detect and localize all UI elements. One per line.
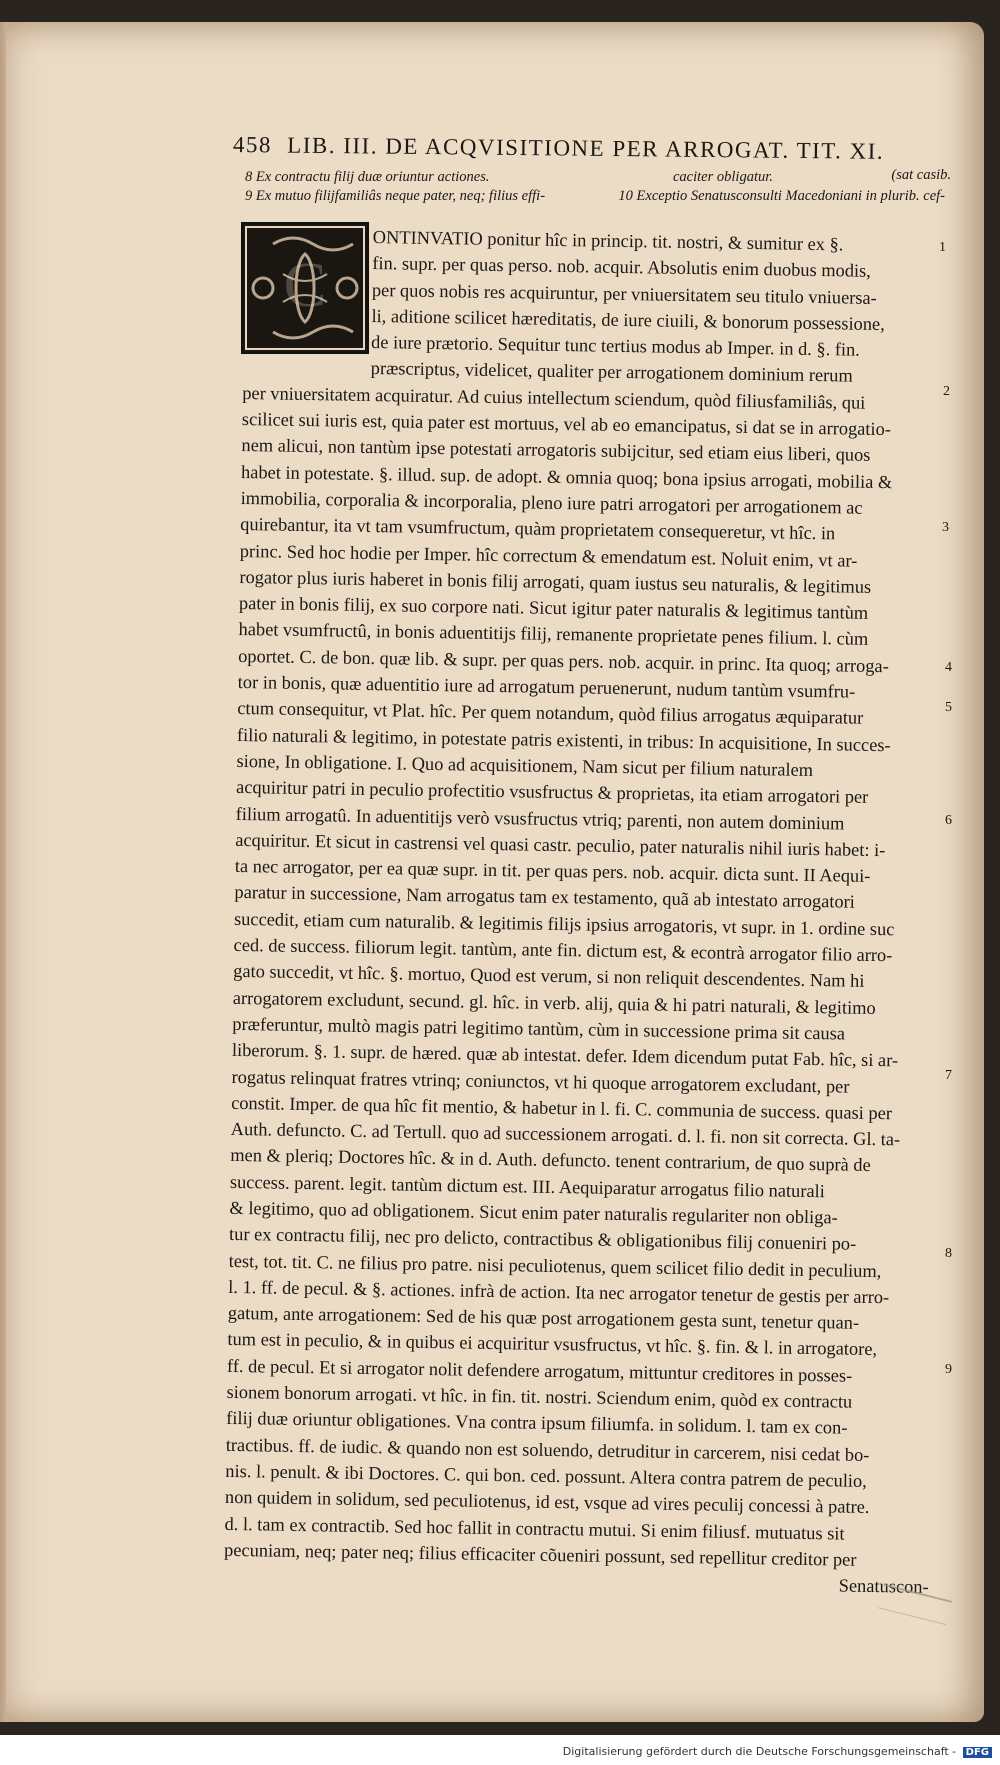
credit-text: Digitalisierung gefördert durch die Deutsche Forschungsgemeinschaft - — [562, 1745, 957, 1758]
text-line: rogator plus iuris haberet in bonis filij arrogati, quam iustus seu naturalis, & legitimus — [239, 566, 872, 597]
text-line: habet in potestate. §. illud. sup. de adopt. & omnia quoq; bona ipsius arrogati, mobilia & — [240, 461, 893, 492]
text-line: rogatus relinquat fratres vtrinq; coniunctos, vt hi quoque arrogatorem excludant, per — [231, 1066, 850, 1097]
text-line: acquiritur. Et sicut in castrensi vel quasi castr. peculio, pater naturalis nihil iuris habet: i- — [235, 829, 886, 860]
text-line: ctum consequitur, vt Plat. hîc. Per quem notandum, quòd filius arrogatus æquiparatur — [237, 698, 864, 729]
text-line: filio naturali & legitimo, in potestate patris existenti, in tribus: In acquisitione, In succes- — [236, 724, 891, 755]
margin-number: 8 — [945, 1246, 952, 1261]
text-line: ced. de success. filiorum legit. tantùm, ante fin. dictum est, & econtrà arrogator filio arro- — [233, 934, 893, 966]
text-line: filium arrogatû. In aduentitijs verò vsusfructus vtriq; parenti, non autem dominium — [235, 803, 845, 834]
margin-number: 4 — [945, 660, 952, 675]
margin-number: 2 — [943, 384, 950, 399]
text-line: tractibus. ff. de iudic. & quando non est soluendo, detruditur in carcerem, nisi cedat bo- — [225, 1434, 870, 1465]
text-line: filij duæ oriuntur obligationes. Vna contra ipsum filiumfa. in solidum. l. tam ex con- — [226, 1408, 848, 1438]
digitization-credit — [563, 1745, 992, 1758]
margin-number: 1 — [939, 240, 946, 255]
text-line: gatum, ante arrogationem: Sed de his quæ post arrogationem gesta sunt, tenetur quan- — [227, 1303, 860, 1333]
text-line: li, aditione scilicet hæreditatis, de iure ciuili, & bonorum possessione, — [371, 305, 885, 334]
text-line: success. parent. legit. tantùm dictum est. III. Aequiparatur arrogatus filio naturali — [229, 1171, 825, 1201]
catchword: Senatuscon- — [838, 1575, 929, 1598]
running-title: LIB. III. DE ACQVISITIONE PER ARROGAT. TIT. XI. — [287, 132, 885, 164]
text-line: de iure prætorio. Sequitur tunc tertius modus ab Imper. in d. §. fin. — [370, 332, 861, 360]
margin-number: 9 — [945, 1362, 952, 1377]
chapter-summary — [245, 167, 951, 206]
summary-row — [245, 187, 945, 206]
summary-left: 9 Ex mutuo filijfamiliâs neque pater, neq; filius effi- — [245, 188, 546, 204]
summary-row — [245, 168, 945, 187]
text-line: constit. Imper. de qua hîc fit mentio, & habetur in l. fi. C. communia de success. quasi per — [231, 1092, 893, 1124]
text-line: ta nec arrogator, per ea quæ supr. in tit. per quas pers. nob. acquir. dicta sunt. II Aequi- — [234, 856, 871, 887]
summary-row — [891, 166, 951, 185]
text-line: & legitimo, quo ad obligationem. Sicut enim pater naturalis regulariter non obliga- — [229, 1197, 838, 1228]
text-line: tum est in peculio, & in quibus ei acquiritur vsusfructus, vt hîc. §. fin. & l. in arrogatore, — [227, 1329, 878, 1360]
svg-text:C: C — [283, 249, 327, 320]
text-line: tor in bonis, quæ aduentitio iure ad arrogatum peruenerunt, nudum tantùm vsumfru- — [237, 671, 856, 702]
text-line: gato succedit, vt hîc. §. mortuo, Quod est verum, si non reliquit descendentes. Nam hi — [233, 961, 865, 992]
text-line: ff. de pecul. Et si arrogator nolit defendere arrogatum, mittuntur creditores in posses- — [226, 1355, 853, 1386]
text-line: habet vsumfructû, in bonis aduentitijs filij, remanente proprietate penes filium. l. cùm — [238, 619, 869, 650]
text-line: succedit, etiam cum naturalib. & legitimis filijs ipsius arrogatoris, vt supr. in 1. ordine suc — [233, 908, 895, 940]
text-line: per vniuersitatem acquiratur. Ad cuius intellectum sciendum, quòd filiusfamiliâs, qui — [242, 382, 866, 413]
text-line: fin. supr. per quas perso. nob. acquir. Absolutis enim duobus modis, — [372, 253, 872, 282]
text-line: præferuntur, multò magis patri legitimo tantùm, cùm in successione prima sit causa — [232, 1013, 846, 1044]
text-line: pater in bonis filij, ex suo corpore nati. Sicut igitur pater naturalis & legitimus tantùm — [238, 593, 869, 623]
page-number: 458 — [232, 132, 273, 158]
text-line: acquiritur patri in peculio profectitio vsusfructus & proprietas, ita etiam arrogatori per — [235, 777, 869, 808]
text-line: l. 1. ff. de pecul. & §. actiones. infrà de action. Ita nec arrogator tenetur de gestis per arro- — [228, 1276, 890, 1308]
margin-number: 7 — [945, 1068, 952, 1083]
summary-left: 8 Ex contractu filij duæ oriuntur actiones. — [245, 169, 490, 185]
text-line: scilicet sui iuris est, quia pater est mortuus, vel ab eo emancipatus, si dat se in arrogatio- — [241, 409, 892, 440]
text-line: liberorum. §. 1. supr. de hæred. quæ ab intestat. defer. Idem dicendum putat Fab. hîc, si ar- — [231, 1040, 899, 1071]
margin-number: 3 — [942, 520, 949, 535]
text-line: paratur in successione, Nam arrogatus tam ex testamento, quã ab intestato arrogatori — [234, 882, 856, 913]
text-line: men & pleriq; Doctores hîc. & in d. Auth. defuncto. tenent contrarium, de quo suprà de — [230, 1145, 871, 1176]
text-line: tur ex contractu filij, nec pro delicto, contractibus & obligationibus filij conueniri po- — [228, 1224, 857, 1255]
text-line: præscriptus, videlicet, qualiter per arrogationem dominium rerum — [370, 358, 853, 387]
text-line: quirebantur, ita vt tam vsumfructum, quàm proprietatem consequeretur, vt hîc. in — [240, 514, 836, 544]
scan-footer-strip — [0, 1735, 1000, 1765]
text-line: test, tot. tit. C. ne filius pro patre. nisi peculiotenus, quem scilicet filio dedit in peculium, — [228, 1250, 882, 1281]
text-line: Auth. defuncto. C. ad Tertull. quo ad successionem arrogati. d. l. fi. non sit correcta. Gl. ta- — [230, 1118, 901, 1150]
text-line: ONTINVATIO ponitur hîc in princip. tit. nostri, & sumitur ex §. — [372, 227, 844, 255]
text-line: per quos nobis res acquiruntur, per vniuersitatem seu titulo vniuersa- — [371, 279, 877, 308]
summary-right: 10 Exceptio Senatusconsulti Macedoniani in plurib. cef- — [618, 188, 945, 204]
text-line: nis. l. penult. & ibi Doctores. C. qui bon. ced. possunt. Altera contra patrem de peculio, — [225, 1460, 867, 1491]
text-line: sionem bonorum arrogati. vt hîc. in fin. tit. nostri. Sciendum enim, quòd ex contractu — [226, 1381, 853, 1412]
text-line: nem alicui, non tantùm ipse potestati arrogatoris subijcitur, sed etiam eius liberi, quos — [241, 435, 871, 466]
summary-right: caciter obligatur. — [673, 169, 773, 185]
text-line: princ. Sed hoc hodie per Imper. hîc correctum & emendatum est. Noluit enim, vt ar- — [239, 540, 858, 571]
margin-number: 5 — [945, 700, 952, 715]
dfg-logo: DFG — [963, 1747, 992, 1758]
text-line: non quidem in solidum, sed peculiotenus, id est, vsque ad vires peculij concessi à patre. — [224, 1487, 870, 1518]
text-line: immobilia, corporalia & incorporalia, pleno iure patri arrogatori per arrogationem ac — [240, 487, 863, 518]
text-line: oportet. C. de bon. quæ lib. & supr. per quas pers. nob. acquir. in princ. Ita quoq; arroga- — [238, 645, 889, 676]
text-line: arrogatorem excludunt, secund. gl. hîc. in verb. alij, quia & hi patri naturali, & legitimo — [232, 987, 876, 1018]
text-line: d. l. tam ex contractib. Sed hoc fallit in contractu mutui. Si enim filiusf. mutuatus sit — [224, 1513, 845, 1544]
margin-number: 6 — [945, 813, 952, 828]
text-line: sione, In obligatione. I. Quo ad acquisitionem, Nam sicut per filium naturalem — [236, 750, 814, 780]
summary-right: (sat casib. — [891, 167, 951, 183]
body-text — [224, 222, 950, 1600]
text-line: pecuniam, neq; pater neq; filius efficaciter cõueniri possunt, sed repellitur creditor per — [223, 1539, 857, 1570]
